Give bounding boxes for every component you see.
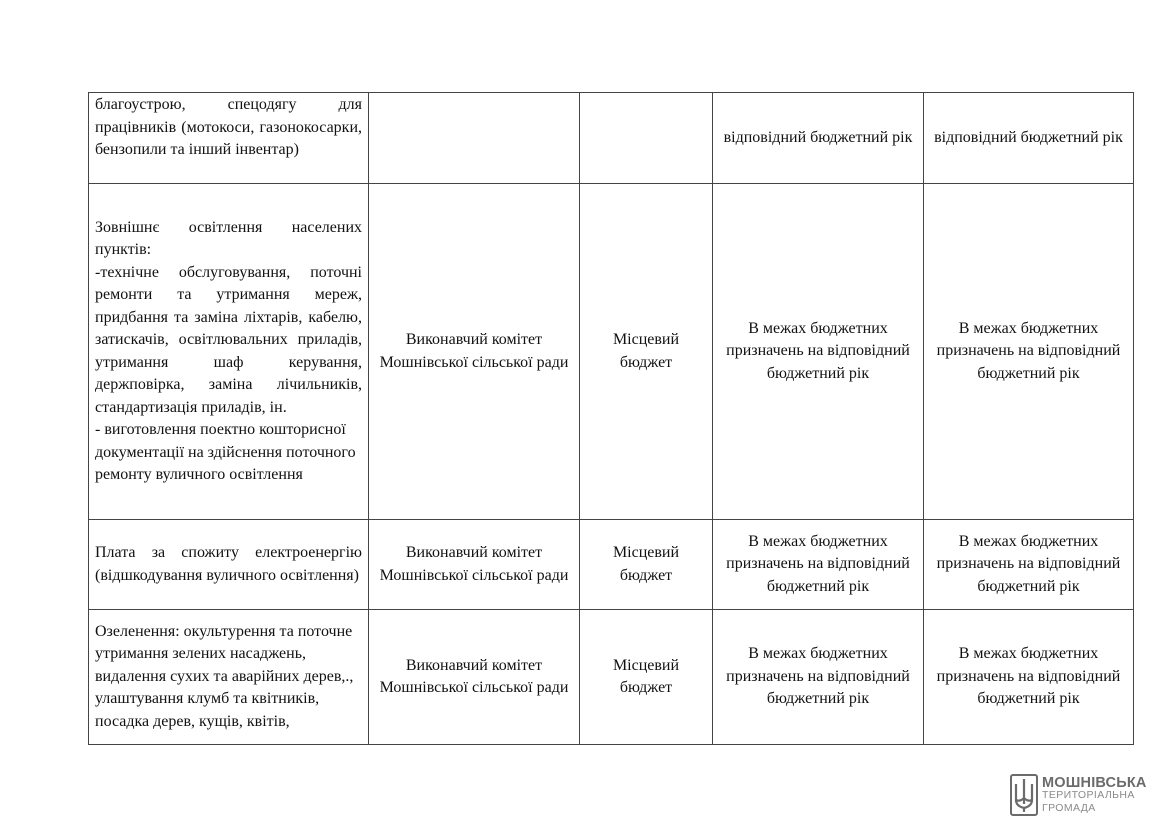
amount-later-cell: відповідний бюджетний рік [924, 93, 1134, 184]
table-row [89, 93, 1134, 184]
funding-source-cell: Місцевий бюджет [580, 610, 713, 745]
community-logo [1010, 774, 1155, 818]
amount-later-cell: В межах бюджетних призначень на відповідний бюджетний рік [924, 610, 1134, 745]
logo-subtitle: ГРОМАДА [1042, 802, 1096, 814]
funding-source-cell: Місцевий бюджет [580, 520, 713, 610]
amount-later-cell: В межах бюджетних призначень на відповідний бюджетний рік [924, 520, 1134, 610]
executor-cell: Виконавчий комітет Мошнівської сільської ради [369, 520, 580, 610]
description-item: -технічне обслуговування, поточні ремонти та утримання мереж, придбання та заміна ліхтарів, кабелю, затискачів, освітлювальних приладів, утримання шаф керування, держповірка, заміна лічильників, стандартизація приладів, ін. [95, 263, 362, 416]
table-row [89, 520, 1134, 610]
description-text: благоустрою, спецодягу для працівників (мотокоси, газонокосарки, бензопили та інший інвентар) [95, 96, 362, 158]
amount-later-cell: В межах бюджетних призначень на відповідний бюджетний рік [924, 184, 1134, 520]
measure-description [89, 610, 369, 745]
logo-title: МОШНІВСЬКА [1042, 775, 1147, 791]
budget-program-table [88, 92, 1134, 745]
executor-cell: Виконавчий комітет Мошнівської сільської ради [369, 184, 580, 520]
executor-cell: Виконавчий комітет Мошнівської сільської ради [369, 610, 580, 745]
amount-cell: відповідний бюджетний рік [713, 93, 924, 184]
description-text: Плата за спожиту електроенергію (відшкодування вуличного освітлення) [95, 544, 362, 584]
logo-subtitle: ТЕРИТОРІАЛЬНА [1042, 789, 1135, 801]
measure-description [89, 93, 369, 184]
funding-source-cell: Місцевий бюджет [580, 184, 713, 520]
description-heading: Зовнішнє освітлення населених пунктів: [95, 218, 362, 258]
table-row [89, 184, 1134, 520]
table-row [89, 610, 1134, 745]
description-item: - виготовлення поектно кошторисної документації на здійснення поточного ремонту вуличного освітлення [95, 421, 356, 483]
measure-description [89, 520, 369, 610]
amount-cell: В межах бюджетних призначень на відповідний бюджетний рік [713, 610, 924, 745]
amount-cell: В межах бюджетних призначень на відповідний бюджетний рік [713, 184, 924, 520]
description-text: Озеленення: окультурення та поточне утримання зелених насаджень, видалення сухих та аварійних дерев,., улаштування клумб та квітників, посадка дерев, кущів, квітів, [95, 622, 354, 730]
measure-description [89, 184, 369, 520]
executor-cell [369, 93, 580, 184]
funding-source-cell [580, 93, 713, 184]
amount-cell: В межах бюджетних призначень на відповідний бюджетний рік [713, 520, 924, 610]
trident-emblem-icon [1010, 774, 1038, 816]
